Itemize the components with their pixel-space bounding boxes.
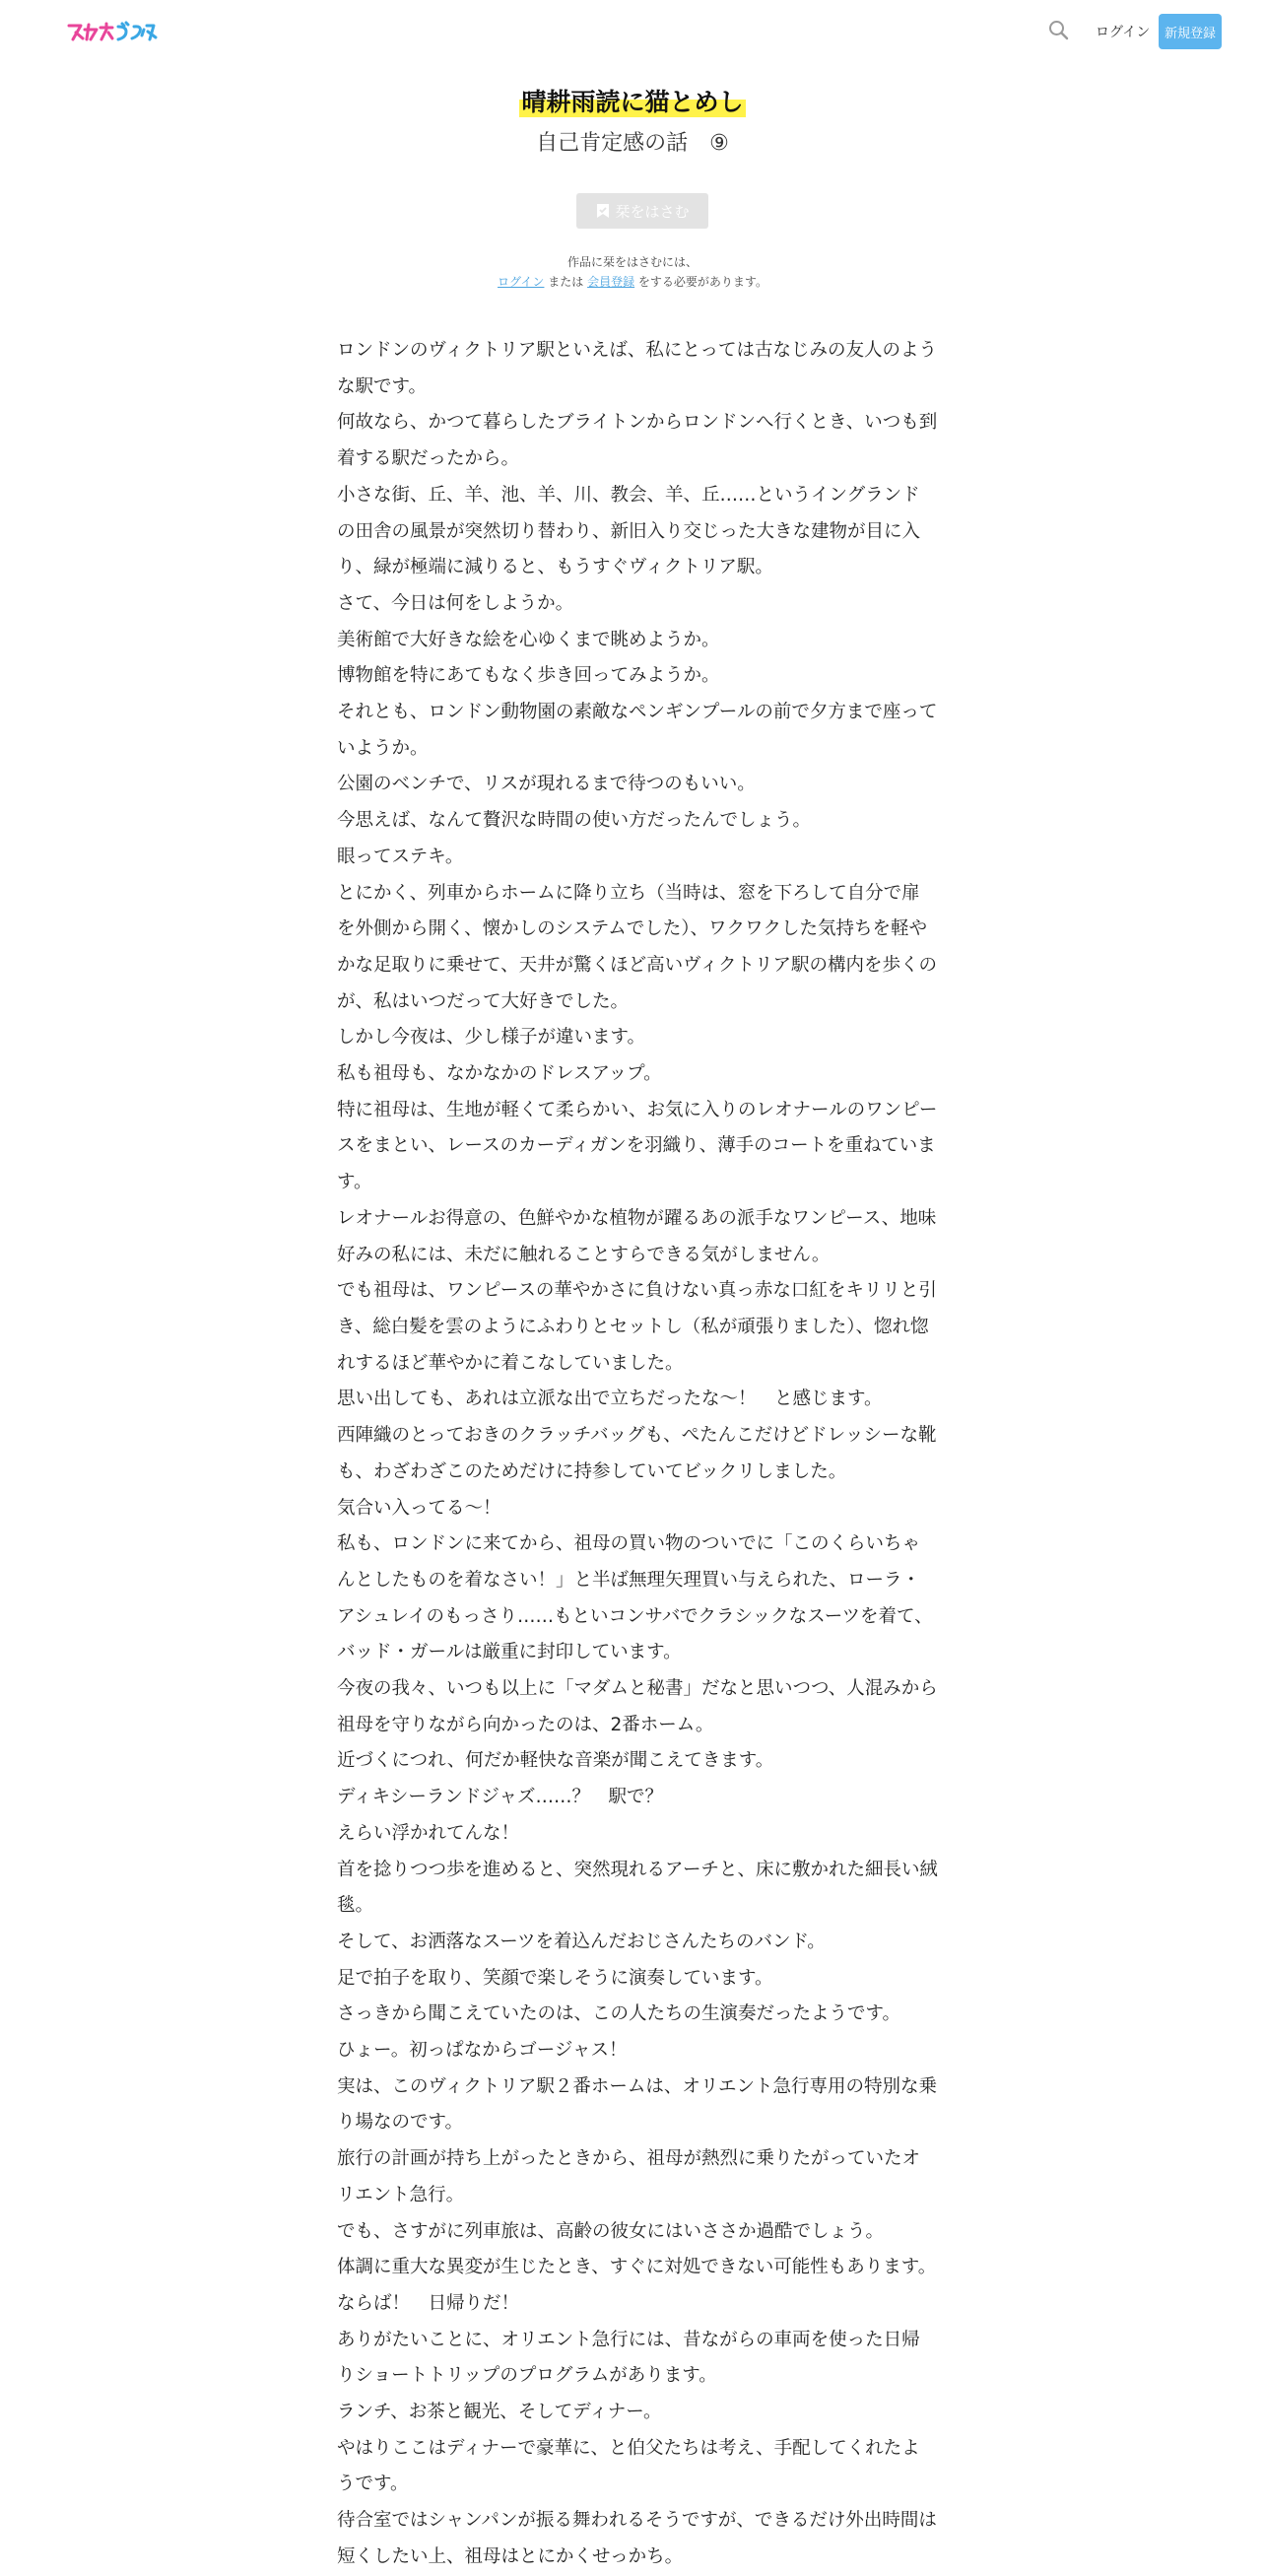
body-paragraph: 何故なら、かつて暮らしたブライトンからロンドンへ行くとき、いつも到着する駅だったから。 [337,412,938,470]
body-paragraph: 実は、このヴィクトリア駅２番ホームは、オリエント急行専用の特別な乗り場なのです。 [337,2075,938,2134]
body-paragraph: さて、今日は何をしようか。 [337,592,574,614]
body-paragraph: ディキシーランドジャズ……？ 駅で？ [337,1787,663,1808]
body-paragraph: ひょー。初っぱなからゴージャス！ [337,2040,628,2062]
body-paragraph: 旅行の計画が持ち上がったときから、祖母が熱烈に乗りたがっていたオリエント急行。 [337,2148,921,2205]
body-paragraph: やはりここはディナーで豪華に、と伯父たちは考え、手配してくれたようです。 [337,2437,920,2495]
search-icon[interactable] [1046,18,1072,43]
body-paragraph: 待合室ではシャンパンが振る舞われるそうですが、できるだけ外出時間は短くしたい上、祖母はとにかくせっかち。 [337,2510,937,2567]
body-paragraph: レオナールお得意の、色鮮やかな植物が躍るあの派手なワンピース、地味好みの私には、未だに触れることすらできる気がしません。 [337,1207,937,1265]
site-logo[interactable] [65,18,160,45]
bookmark-note-line1: 作品に栞をはさむには、 [566,255,698,269]
body-paragraph: それとも、ロンドン動物園の素敵なペンギンプールの前で夕方まで座っていようか。 [337,702,938,759]
body-paragraph: 体調に重大な異変が生じたとき、すぐに対処できない可能性もあります。 [337,2257,937,2278]
body-paragraph: 今夜の我々、いつも以上に「マダムと秘書」だなと思いつつ、人混みから祖母を守りながら向かったのは、2番ホーム。 [337,1678,938,1735]
body-paragraph: ロンドンのヴィクトリア駅といえば、私にとっては古なじみの友人のような駅です。 [337,340,938,397]
work-title[interactable]: 晴耕雨読に猫とめし [519,85,745,120]
logo-wordmark-icon [65,18,160,45]
body-paragraph: とにかく、列車からホームに降り立ち（当時は、窓を下ろして自分で扉を外側から開く、懐かしのシステムでした）、ワクワクした気持ちを軽やかな足取りに乗せて、天井が驚くほど高いヴィクトリア駅の構内を歩くのが、私はいつだって大好きでした。 [337,882,938,1012]
episode-title: 自己肯定感の話 ⑨ [536,131,729,156]
body-paragraph: 私も祖母も、なかなかのドレスアップ。 [337,1063,662,1085]
body-paragraph: でも、さすがに列車旅は、高齢の彼女にはいささか過酷でしょう。 [337,2220,885,2242]
body-paragraph: 西陣織のとっておきのクラッチバッグも、ぺたんこだけどドレッシーな靴も、わざわざこのためだけに持参していてビックリしました。 [337,1425,937,1482]
body-paragraph: 今思えば、なんて贅沢な時間の使い方だったんでしょう。 [337,810,812,832]
body-paragraph: そして、お洒落なスーツを着込んだおじさんたちのバンド。 [337,1931,826,1952]
body-paragraph: えらい浮かれてんな！ [337,1822,520,1844]
episode-body [337,333,938,2576]
body-paragraph: 博物館を特にあてもなく歩き回ってみようか。 [337,665,720,687]
body-paragraph: ありがたいことに、オリエント急行には、昔ながらの車両を使った日帰りショートトリップのプログラムがあります。 [337,2329,920,2387]
body-paragraph: さっきから聞こえていたのは、この人たちの生演奏だったようです。 [337,2003,901,2025]
work-title-wrap [0,85,1265,120]
body-paragraph: 気合い入ってる～！ [337,1497,501,1519]
note-tail-text: をする必要があります。 [634,275,767,289]
note-signup-link[interactable]: 会員登録 [587,275,635,289]
body-paragraph: 足で拍子を取り、笑顔で楽しそうに演奏しています。 [337,1967,773,1989]
note-login-link[interactable]: ログイン [498,275,545,289]
login-link[interactable]: ログイン [1096,25,1151,40]
body-paragraph: しかし今夜は、少し様子が違います。 [337,1027,646,1049]
body-paragraph: 美術館で大好きな絵を心ゆくまで眺めようか。 [337,629,720,650]
body-paragraph: でも祖母は、ワンピースの華やかさに負けない真っ赤な口紅をキリリと引き、総白髪を雲のようにふわりとセットし（私が頑張りました）、惚れ惚れするほど華やかに着こなしていました。 [337,1280,937,1374]
body-paragraph: 小さな街、丘、羊、池、羊、川、教会、羊、丘……というイングランドの田舎の風景が突然切り替わり、新旧入り交じった大きな建物が目に入り、緑が極端に減りると、もうすぐヴィクトリア駅。 [337,484,921,578]
body-paragraph: 眼ってステキ。 [337,846,464,867]
body-paragraph: 私も、ロンドンに来てから、祖母の買い物のついでに「このくらいちゃんとしたものを着なさい！」と半ば無理矢理買い与えられた、ローラ・アシュレイのもっさり……もといコンサバでクラシックなスーツを着て、バッド・ガールは厳重に封印しています。 [337,1533,933,1663]
signup-button[interactable]: 新規登録 [1159,14,1222,49]
body-paragraph: ランチ、お茶と観光、そしてディナー。 [337,2402,662,2423]
body-paragraph: 首を捻りつつ歩を進めると、突然現れるアーチと、床に敷かれた細長い絨毯。 [337,1859,938,1917]
body-paragraph: ならば！ 日帰りだ！ [337,2292,520,2314]
body-paragraph: 思い出しても、あれは立派な出で立ちだったな～！ と感じます。 [337,1389,883,1410]
body-paragraph: 近づくにつれ、何だか軽快な音楽が聞こえてきます。 [337,1750,774,1772]
bookmark-note-line2 [0,272,1265,292]
body-paragraph: 公園のベンチで、リスが現れるまで待つのもいい。 [337,774,756,795]
note-or-text: または [544,275,588,289]
bookmark-button[interactable] [576,193,708,229]
bookmark-icon [595,203,611,219]
bookmark-note [0,252,1265,292]
site-header [0,0,1265,65]
body-paragraph: 特に祖母は、生地が軽くて柔らかい、お気に入りのレオナールのワンピースをまとい、レースのカーディガンを羽織り、薄手のコートを重ねています。 [337,1099,938,1193]
bookmark-label: 栞をはさむ [615,202,690,221]
